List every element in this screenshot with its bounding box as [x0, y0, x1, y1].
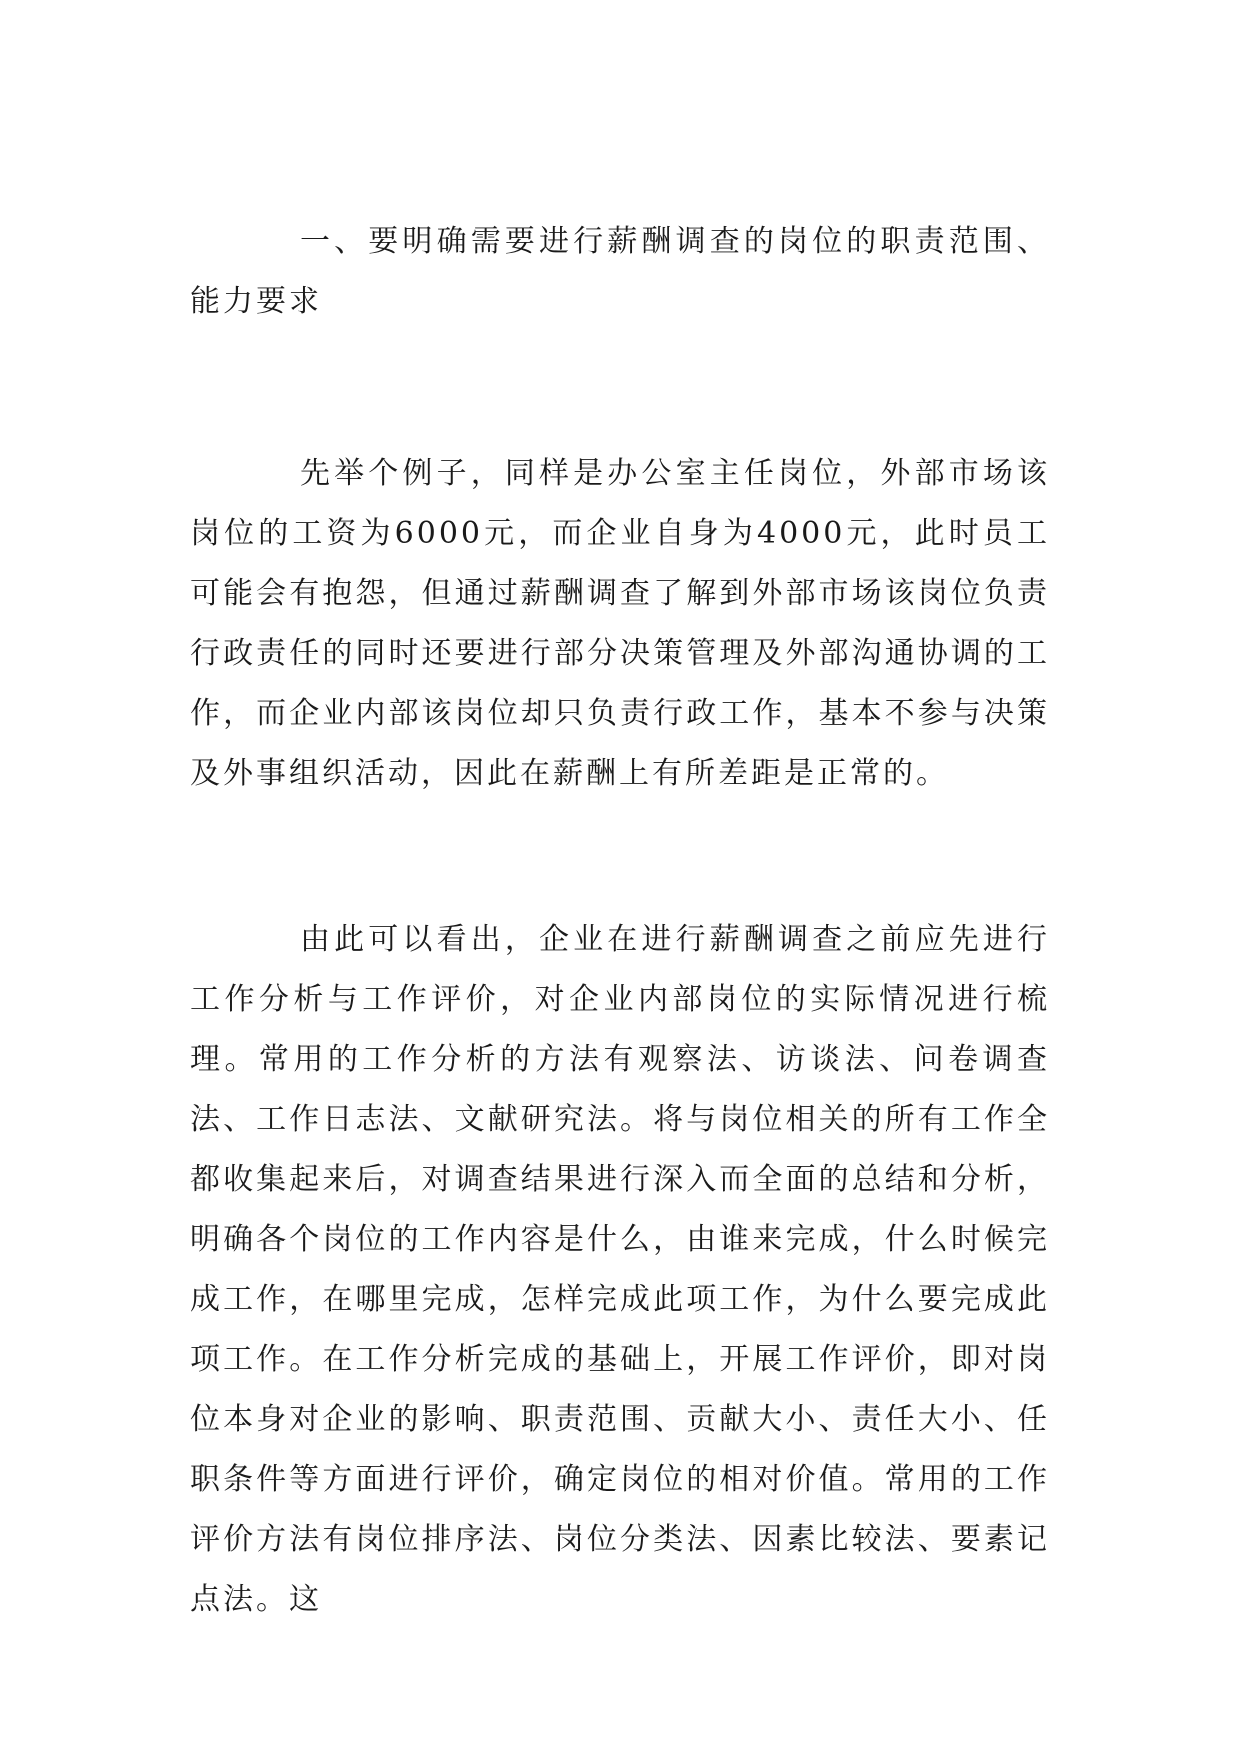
section-heading: 一、要明确需要进行薪酬调查的岗位的职责范围、能力要求: [190, 224, 1050, 319]
example-paragraph: 先举个例子，同样是办公室主任岗位，外部市场该岗位的工资为6000元，而企业自身为4000元，此时员工可能会有抱怨，但通过薪酬调查了解到外部市场该岗位负责行政责任的同时还要进行部分决策管理及外部沟通协调的工作，而企业内部该岗位却只负责行政工作，基本不参与决策及外事组织活动，因此在薪酬上有所差距是正常的。: [190, 456, 1050, 791]
analysis-paragraph: 由此可以看出，企业在进行薪酬调查之前应先进行工作分析与工作评价，对企业内部岗位的实际情况进行梳理。常用的工作分析的方法有观察法、访谈法、问卷调查法、工作日志法、文献研究法。将与岗位相关的所有工作全都收集起来后，对调查结果进行深入而全面的总结和分析，明确各个岗位的工作内容是什么，由谁来完成，什么时候完成工作，在哪里完成，怎样完成此项工作，为什么要完成此项工作。在工作分析完成的基础上，开展工作评价，即对岗位本身对企业的影响、职责范围、贡献大小、责任大小、任职条件等方面进行评价，确定岗位的相对价值。常用的工作评价方法有岗位排序法、岗位分类法、因素比较法、要素记点法。这: [190, 922, 1050, 1617]
